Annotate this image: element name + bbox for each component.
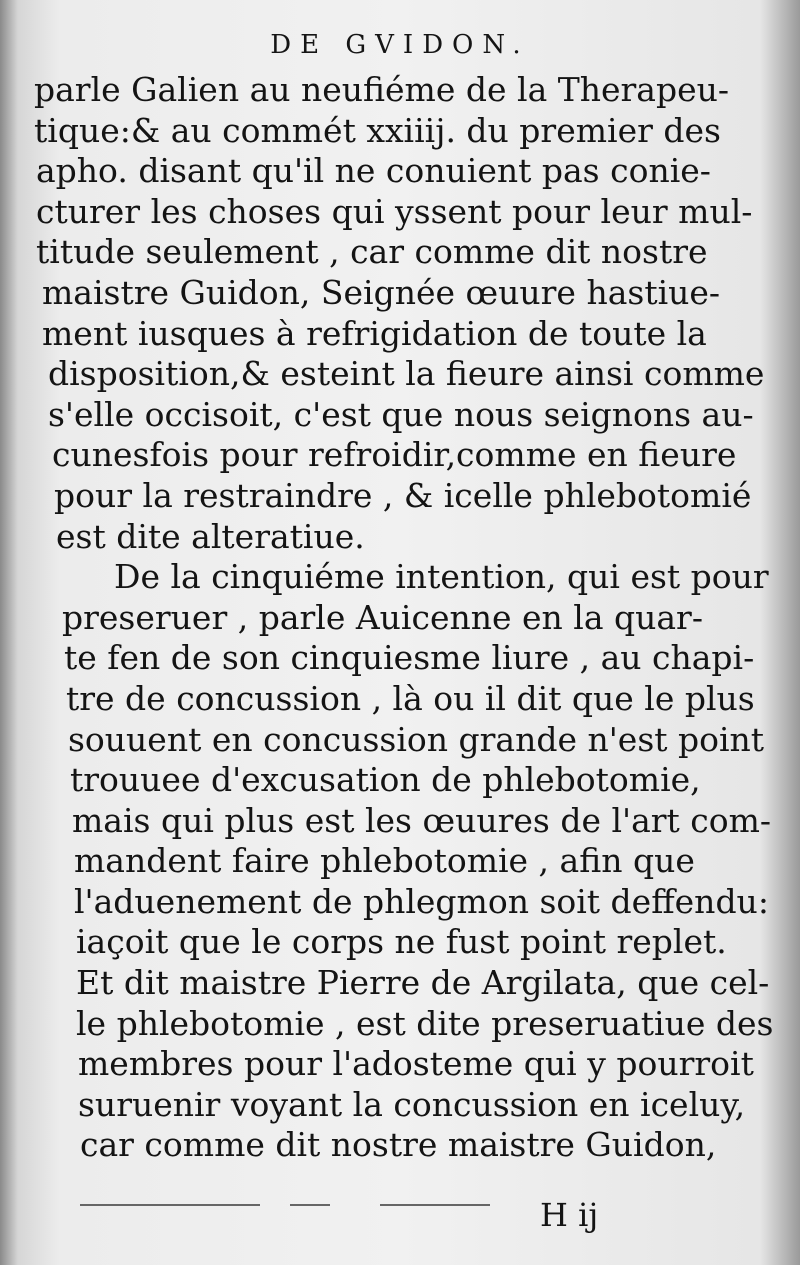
text-line: parle Galien au neufiéme de la Therapeu- xyxy=(34,70,730,109)
paragraph-first-line: De la cinquiéme intention, qui est pour xyxy=(114,557,769,597)
underline-rule xyxy=(290,1204,330,1206)
text-line: tique:& au commét xxiiij. du premier des xyxy=(34,110,721,150)
signature-mark: H ij xyxy=(540,1196,599,1234)
text-line: apho. disant qu'il ne conuient pas conie- xyxy=(36,151,711,191)
underline-rule xyxy=(380,1204,490,1206)
text-line: mais qui plus est les œuures de l'art com- xyxy=(72,800,772,840)
text-line: iaçoit que le corps ne fust point replet. xyxy=(76,922,727,962)
text-line: disposition,& esteint la fieure ainsi comme xyxy=(48,354,765,394)
text-line: le phlebotomie , est dite preseruatiue des xyxy=(76,1003,774,1043)
running-header: DE GVIDON. xyxy=(270,30,530,60)
text-line: est dite alteratiue. xyxy=(56,516,365,556)
text-line: mandent faire phlebotomie , afin que xyxy=(74,841,695,881)
text-line: titude seulement , car comme dit nostre xyxy=(36,232,708,272)
text-line: souuent en concussion grande n'est point xyxy=(68,719,765,759)
text-line: s'elle occisoit, c'est que nous seignons au- xyxy=(48,394,754,434)
underline-rule xyxy=(80,1204,260,1206)
text-line: ment iusques à refrigidation de toute la xyxy=(42,313,707,353)
text-line: membres pour l'adosteme qui y pourroit xyxy=(78,1044,754,1084)
text-line: suruenir voyant la concussion en iceluy, xyxy=(78,1084,746,1124)
text-line: tre de concussion , là ou il dit que le plus xyxy=(66,678,755,718)
text-line: preseruer , parle Auicenne en la quar- xyxy=(62,597,703,637)
text-line: Et dit maistre Pierre de Argilata, que cel- xyxy=(76,963,770,1003)
text-line: car comme dit nostre maistre Guidon, xyxy=(80,1125,717,1165)
text-line: te fen de son cinquiesme liure , au chapi- xyxy=(64,638,755,678)
text-line: trouuee d'excusation de phlebotomie, xyxy=(70,760,701,800)
text-line: maistre Guidon, Seignée œuure hastiue- xyxy=(42,272,721,312)
text-line: cunesfois pour refroidir,comme en fieure xyxy=(52,435,737,475)
text-line: l'aduenement de phlegmon soit deffendu: xyxy=(74,881,769,921)
body-text xyxy=(28,70,780,1166)
text-line: cturer les choses qui yssent pour leur mul- xyxy=(36,191,753,231)
text-line: pour la restraindre , & icelle phlebotomié xyxy=(54,475,752,515)
